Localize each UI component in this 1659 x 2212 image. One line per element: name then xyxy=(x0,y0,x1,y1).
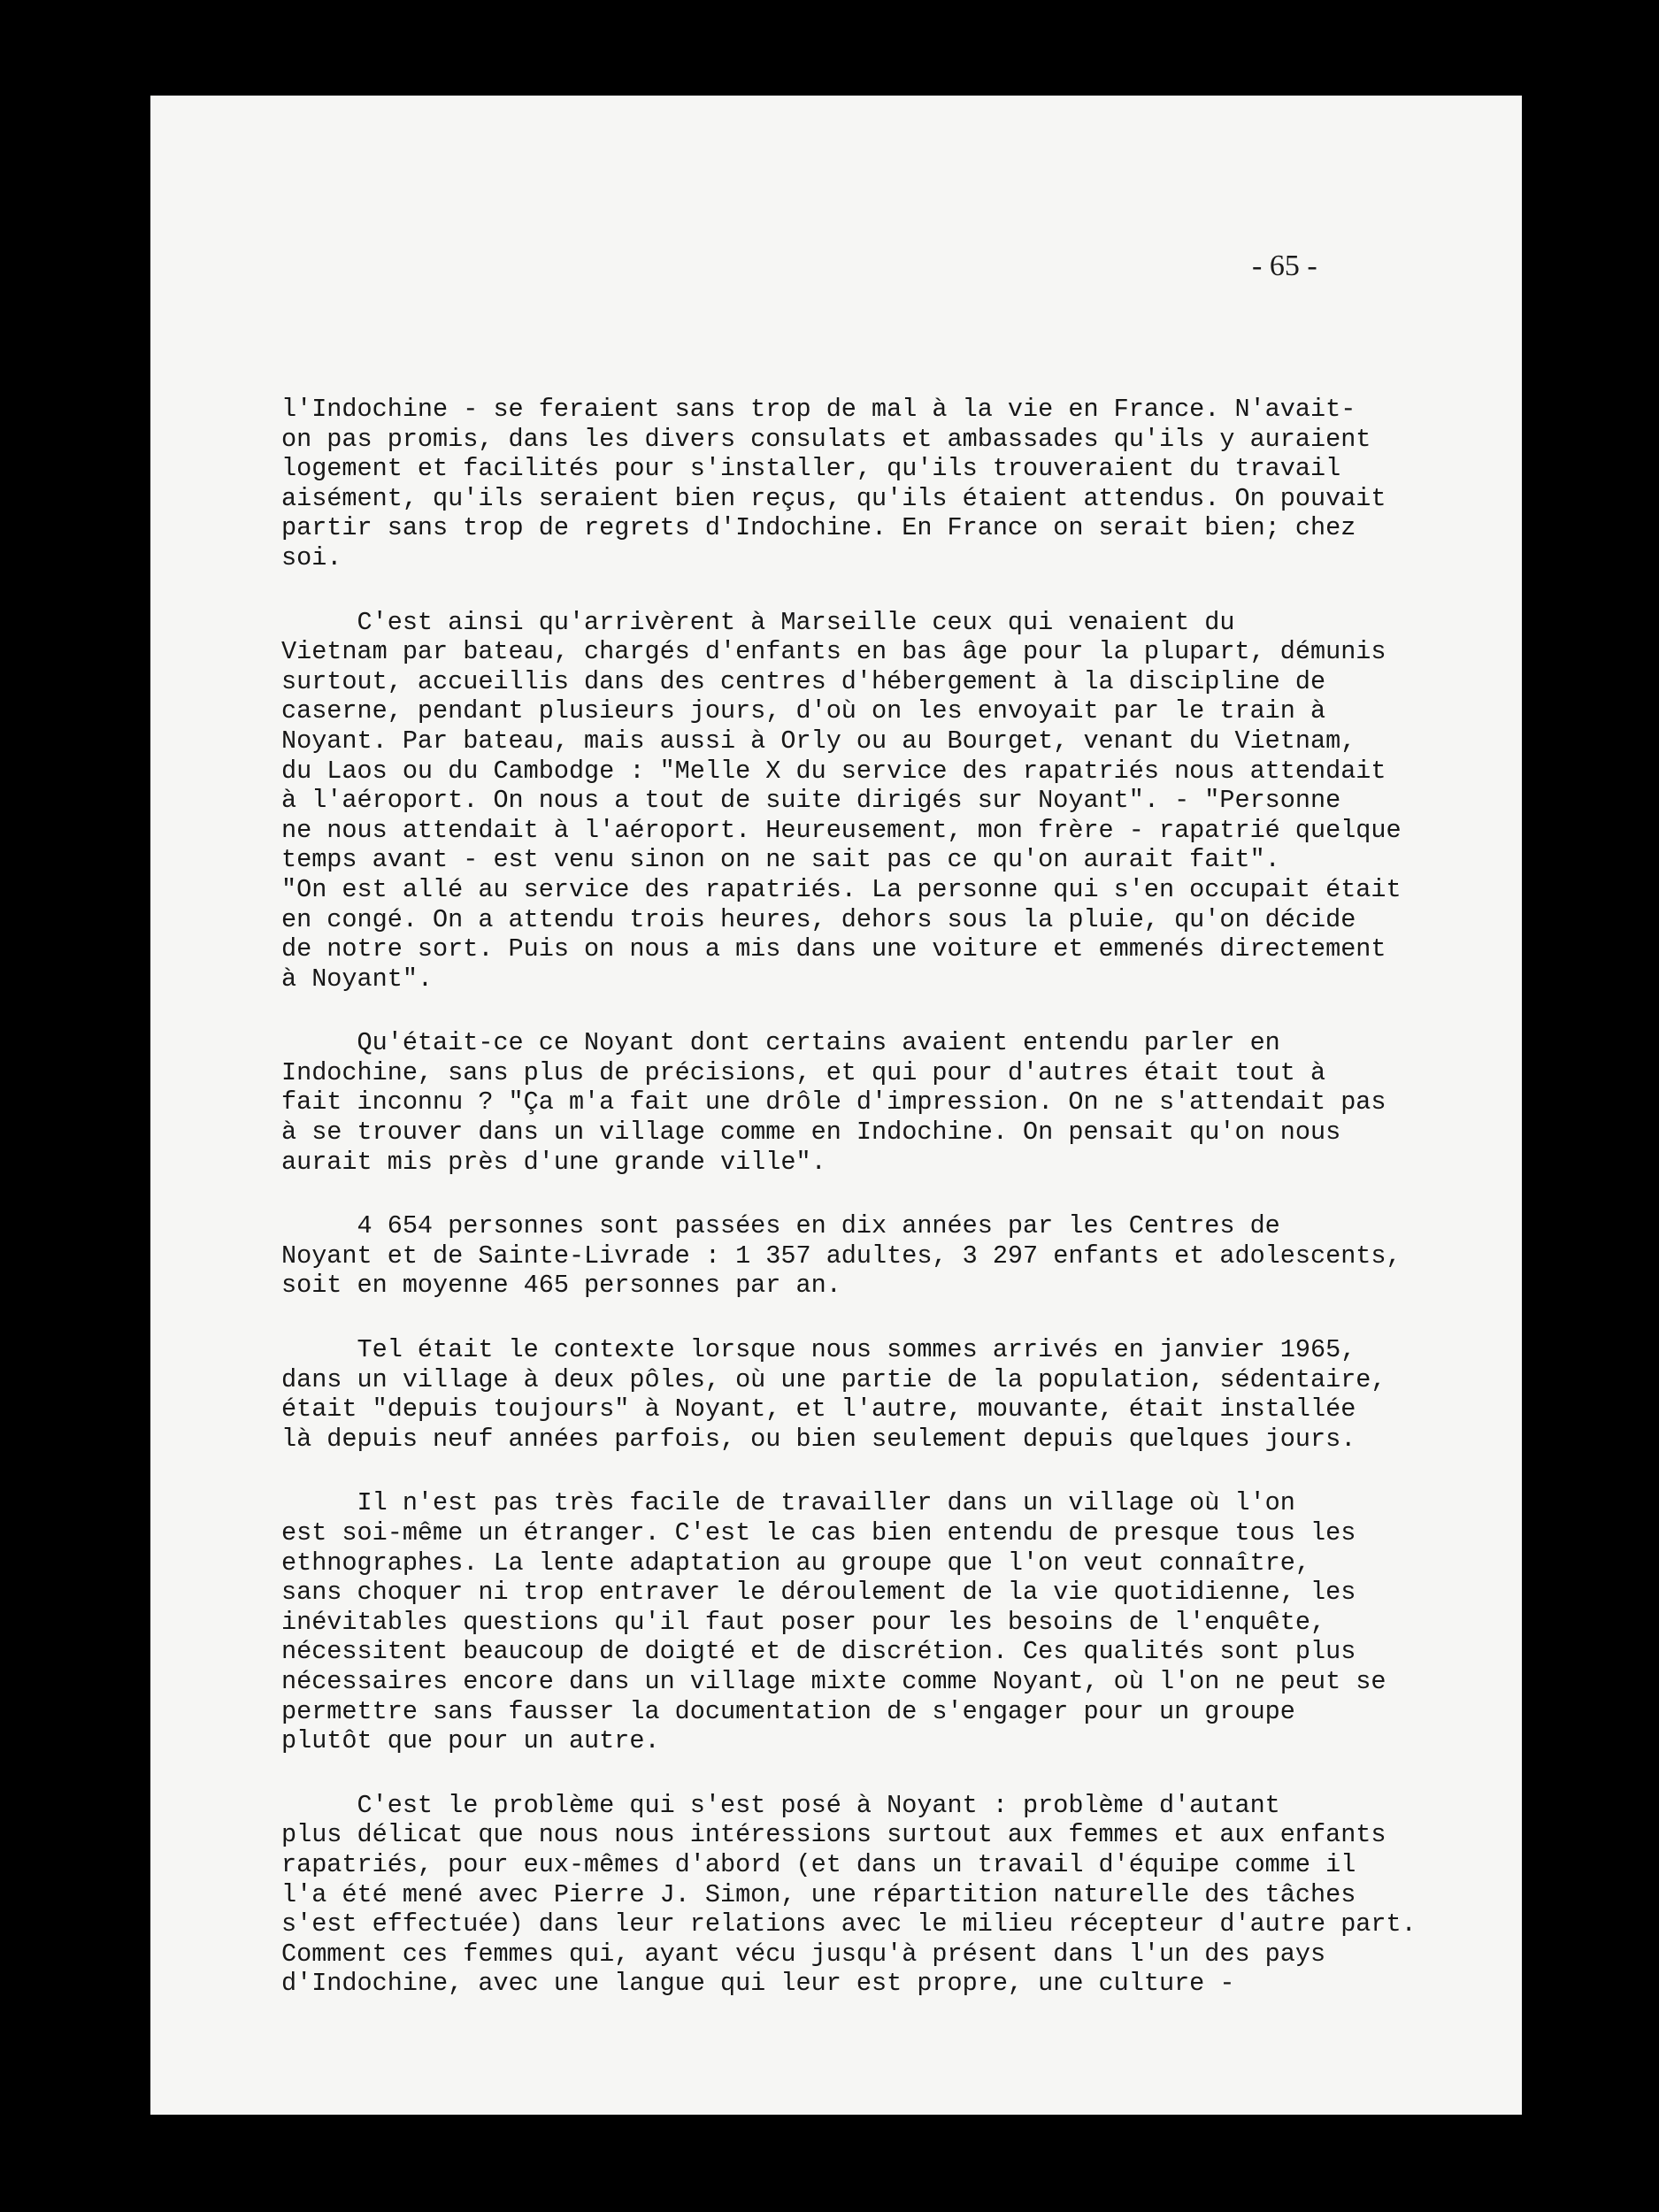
text-line: partir sans trop de regrets d'Indochine. En France on serait bien; chez xyxy=(281,513,1356,543)
text-line: ne nous attendait à l'aéroport. Heureusement, mon frère - rapatrié quelque xyxy=(281,815,1402,845)
text-line: en congé. On a attendu trois heures, dehors sous la pluie, qu'on décide xyxy=(281,904,1356,934)
paragraph-p2 xyxy=(281,608,1432,995)
paragraph-p5 xyxy=(281,1335,1432,1454)
text-line: là depuis neuf années parfois, ou bien seulement depuis quelques jours. xyxy=(281,1424,1356,1454)
page-number: - 65 - xyxy=(1252,250,1317,282)
paragraph-p4 xyxy=(281,1211,1432,1301)
text-line: soi. xyxy=(281,542,342,572)
text-line: sans choquer ni trop entraver le déroulement de la vie quotidienne, les xyxy=(281,1578,1356,1608)
paragraph-p1 xyxy=(281,395,1432,573)
text-line: à Noyant". xyxy=(281,964,434,994)
text-line: surtout, accueillis dans des centres d'hébergement à la discipline de xyxy=(281,666,1326,696)
text-line: Comment ces femmes qui, ayant vécu jusqu'à présent dans l'un des pays xyxy=(281,1939,1326,1969)
text-line: Qu'était-ce ce Noyant dont certains avaient entendu parler en xyxy=(281,1028,1280,1058)
text-line: "On est allé au service des rapatriés. La personne qui s'en occupait était xyxy=(281,874,1402,904)
text-line: soit en moyenne 465 personnes par an. xyxy=(281,1271,841,1301)
text-line: à se trouver dans un village comme en Indochine. On pensait qu'on nous xyxy=(281,1118,1341,1148)
text-line: Tel était le contexte lorsque nous sommes arrivés en janvier 1965, xyxy=(281,1335,1356,1365)
text-line: temps avant - est venu sinon on ne sait pas ce qu'on aurait fait". xyxy=(281,845,1280,875)
text-line: rapatriés, pour eux-mêmes d'abord (et dans un travail d'équipe comme il xyxy=(281,1849,1356,1879)
text-line: Vietnam par bateau, chargés d'enfants en bas âge pour la plupart, démunis xyxy=(281,637,1386,667)
text-line: permettre sans fausser la documentation de s'engager pour un groupe xyxy=(281,1696,1295,1726)
text-line: on pas promis, dans les divers consulats et ambassades qu'ils y auraient xyxy=(281,424,1371,454)
paragraph-p6 xyxy=(281,1488,1432,1755)
text-line: Noyant et de Sainte-Livrade : 1 357 adultes, 3 297 enfants et adolescents, xyxy=(281,1240,1402,1271)
text-line: fait inconnu ? "Ça m'a fait une drôle d'impression. On ne s'attendait pas xyxy=(281,1087,1386,1118)
text-line: de notre sort. Puis on nous a mis dans une voiture et emmenés directement xyxy=(281,934,1386,964)
paragraph-p3 xyxy=(281,1028,1432,1177)
text-line: est soi-même un étranger. C'est le cas bien entendu de presque tous les xyxy=(281,1518,1356,1548)
text-line: l'a été mené avec Pierre J. Simon, une répartition naturelle des tâches xyxy=(281,1879,1356,1909)
text-line: plus délicat que nous nous intéressions surtout aux femmes et aux enfants xyxy=(281,1820,1386,1850)
text-line: C'est ainsi qu'arrivèrent à Marseille ceux qui venaient du xyxy=(281,607,1235,637)
text-line: était "depuis toujours" à Noyant, et l'autre, mouvante, était installée xyxy=(281,1394,1356,1425)
text-line: logement et facilités pour s'installer, qu'ils trouveraient du travail xyxy=(281,454,1341,484)
text-line: 4 654 personnes sont passées en dix années par les Centres de xyxy=(281,1211,1280,1241)
paragraph-p7 xyxy=(281,1791,1432,1999)
text-line: à l'aéroport. On nous a tout de suite dirigés sur Noyant". - "Personne xyxy=(281,786,1341,816)
text-line: du Laos ou du Cambodge : "Melle X du service des rapatriés nous attendait xyxy=(281,756,1386,786)
text-line: dans un village à deux pôles, où une partie de la population, sédentaire, xyxy=(281,1364,1386,1394)
text-line: Noyant. Par bateau, mais aussi à Orly ou au Bourget, venant du Vietnam, xyxy=(281,726,1356,756)
text-line: nécessitent beaucoup de doigté et de discrétion. Ces qualités sont plus xyxy=(281,1637,1356,1667)
text-line: s'est effectuée) dans leur relations avec le milieu récepteur d'autre part. xyxy=(281,1909,1417,1939)
body-text xyxy=(281,395,1432,2033)
text-line: l'Indochine - se feraient sans trop de mal à la vie en France. N'avait- xyxy=(281,395,1356,424)
text-line: inévitables questions qu'il faut poser pour les besoins de l'enquête, xyxy=(281,1607,1326,1637)
text-line: C'est le problème qui s'est posé à Noyant : problème d'autant xyxy=(281,1790,1280,1820)
text-line: Indochine, sans plus de précisions, et qui pour d'autres était tout à xyxy=(281,1057,1326,1087)
text-line: aurait mis près d'une grande ville". xyxy=(281,1147,826,1177)
text-line: aisément, qu'ils seraient bien reçus, qu'ils étaient attendus. On pouvait xyxy=(281,483,1386,513)
text-line: nécessaires encore dans un village mixte comme Noyant, où l'on ne peut se xyxy=(281,1666,1386,1696)
text-line: d'Indochine, avec une langue qui leur est propre, une culture - xyxy=(281,1969,1235,1999)
text-line: plutôt que pour un autre. xyxy=(281,1726,660,1756)
text-line: Il n'est pas très facile de travailler dans un village où l'on xyxy=(281,1488,1295,1518)
text-line: ethnographes. La lente adaptation au groupe que l'on veut connaître, xyxy=(281,1548,1310,1578)
text-line: caserne, pendant plusieurs jours, d'où on les envoyait par le train à xyxy=(281,696,1326,726)
